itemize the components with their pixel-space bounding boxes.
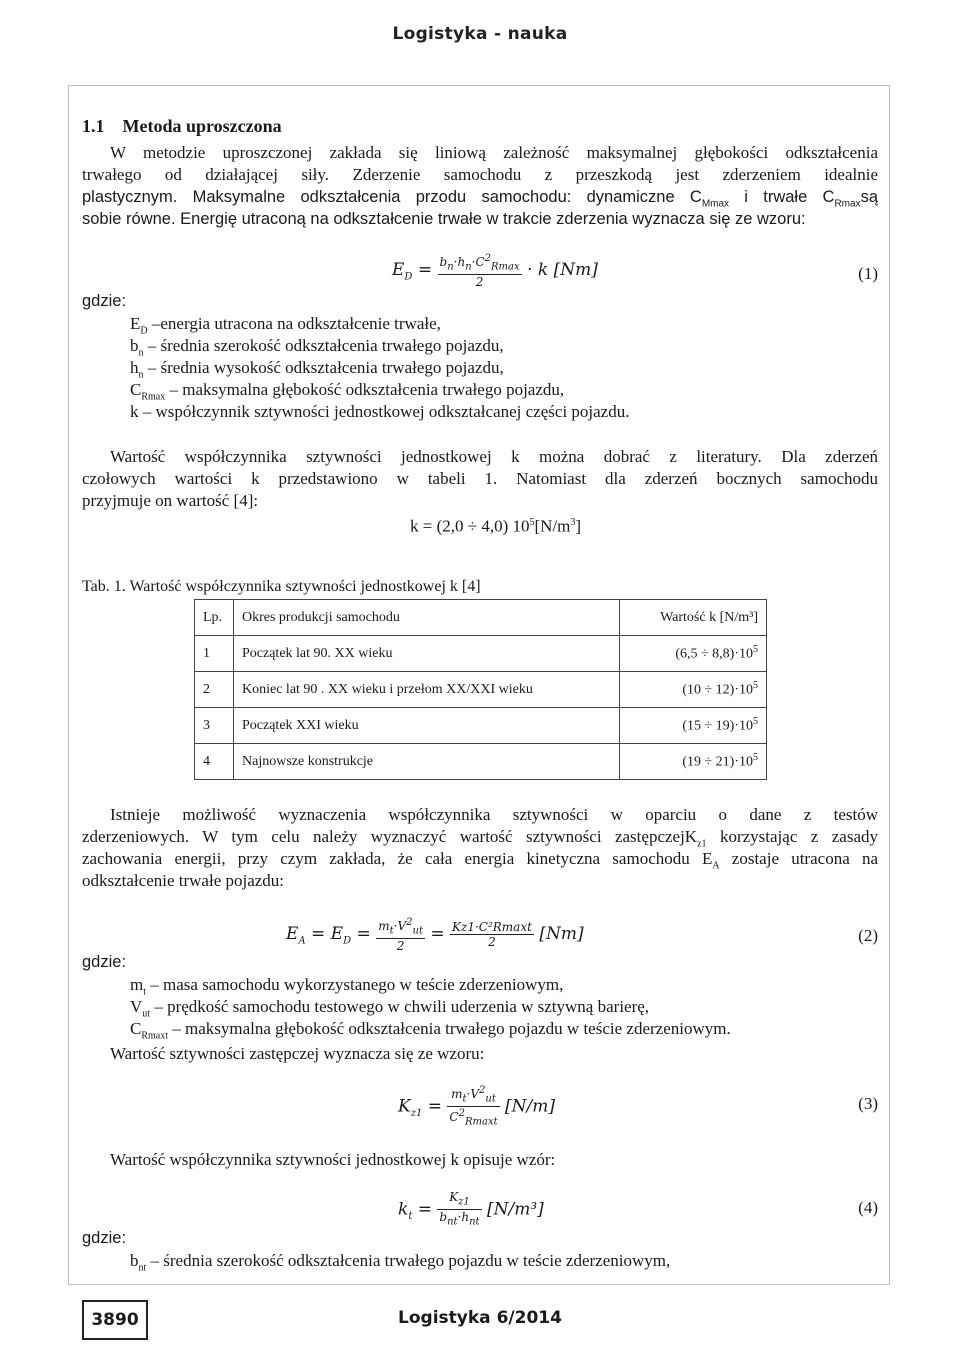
table-header-row [195, 600, 767, 636]
para3-line4: odkształcenie trwałe pojazdu: [82, 871, 285, 890]
def-crmaxt: $C_{Rmaxt}$ – maksymalna głębokość odkształcenia trwałego pojazdu w teście zderzeniowym. [130, 1019, 731, 1042]
para-kz1-intro: Wartość sztywności zastępczej wyznacza się ze wzoru: [110, 1044, 485, 1063]
table-header-value: Wartość k [N/m³] [620, 600, 767, 636]
equation-3: $K_{z1}$ = $\frac{m_t\cdot V^2_{ut}}{C^2_{Rmaxt}}$ [N/m] [398, 1085, 556, 1128]
para3-line2: zderzeniowych. W tym celu należy wyznaczyć wartość sztywności zastępczejK$_{z1}$ korzystając z zasady [82, 827, 879, 850]
running-header: Logistyka - nauka [392, 24, 568, 44]
table-cell-value: $(10 \div 12)\cdot 10^5$ [620, 672, 767, 708]
page-number: 3890 [82, 1300, 148, 1340]
para2-line3: przyjmuje on wartość [4]: [82, 491, 259, 510]
def-vut: $V_{ut}$ – prędkość samochodu testowego w chwili uderzenia w sztywną barierę, [130, 997, 650, 1020]
def-k: k – współczynnik sztywności jednostkowej odkształcanej części pojazdu. [130, 402, 630, 421]
table-cell-value: $(19 \div 21)\cdot 10^5$ [620, 744, 767, 780]
para1-line1: W metodzie uproszczonej zakłada się liniową zależność maksymalnej głębokości odkształcenia [110, 143, 878, 162]
para3-line3: zachowania energii, przy czym zakłada, że cała energia kinetyczna samochodu $E_A$ zostaje utracona na [82, 849, 878, 872]
para2-line2: czołowych wartości k przedstawiono w tabeli 1. Natomiast dla zderzeń bocznych samochodu [82, 469, 878, 488]
table-cell-value: $(15 \div 19)\cdot 10^5$ [620, 708, 767, 744]
def-bnt: $b_{nt}$ – średnia szerokość odkształcenia trwałego pojazdu w teście zderzeniowym, [130, 1251, 671, 1274]
page-footer [82, 1300, 878, 1342]
equation-2-number: (2) [858, 926, 878, 945]
def-crmax: $C_{Rmax}$ – maksymalna głębokość odkształcenia trwałego pojazdu, [130, 380, 565, 403]
table-cell-period: Najnowsze konstrukcje [234, 744, 620, 780]
table-row [195, 708, 767, 744]
table-cell-lp: 4 [195, 744, 234, 780]
table-header-lp: Lp. [195, 600, 234, 636]
def-ed: $E_D$ –energia utracona na odkształcenie trwałe, [130, 314, 441, 337]
stiffness-table [194, 599, 767, 780]
where-label-3: gdzie: [82, 1229, 127, 1247]
table-caption: Tab. 1. Wartość współczynnika sztywności jednostkowej k [4] [82, 578, 481, 595]
equation-2: $E_A = E_D$ = $\frac{m_t\cdot V^2_{ut}}{2}$ = $\frac{\text{Kz1·C²Rmaxt}}{2}$ [Nm] [286, 917, 584, 954]
table-cell-lp: 3 [195, 708, 234, 744]
equation-1: $E_D$ = $\frac{b_n\cdot h_n\cdot C^2_{Rmax}}{2}$ · k [Nm] [392, 253, 598, 290]
section-title: 1.1 Metoda uproszczona [82, 116, 282, 136]
k-range-formula: k = (2,0 ÷ 4,0) $10^5[N/m^3]$ [410, 516, 582, 536]
table-header-period: Okres produkcji samochodu [234, 600, 620, 636]
def-hn: $h_n$ – średnia wysokość odkształcenia trwałego pojazdu, [130, 358, 504, 381]
para1-line2: trwałego od działającej siły. Zderzenie samochodu z przeszkodą jest zderzeniem idealnie [82, 165, 878, 184]
table-cell-period: Koniec lat 90 . XX wieku i przełom XX/XXI wieku [234, 672, 620, 708]
para1-line3: plastycznym. Maksymalne odkształcenia przodu samochodu: dynamiczne $C_{Mmax}$ i trwałe $C_{Rmax}są$ [82, 188, 878, 210]
equation-3-number: (3) [858, 1094, 878, 1113]
table-row [195, 744, 767, 780]
equation-4-number: (4) [858, 1198, 878, 1217]
para1-line4: sobie równe. Energię utraconą na odkształcenie trwałe w trakcie zderzenia wyznacza się ze wzoru: [82, 210, 806, 228]
table-cell-lp: 2 [195, 672, 234, 708]
footer-journal: Logistyka 6/2014 [398, 1308, 562, 1328]
table-row [195, 636, 767, 672]
where-label-2: gdzie: [82, 953, 127, 971]
table-cell-lp: 1 [195, 636, 234, 672]
para2-line1: Wartość współczynnika sztywności jednostkowej k można dobrać z literatury. Dla zderzeń [110, 447, 878, 466]
def-bn: $b_n$ – średnia szerokość odkształcenia trwałego pojazdu, [130, 336, 504, 359]
table-cell-value: $(6,5 \div 8,8)\cdot 10^5$ [620, 636, 767, 672]
table-cell-period: Początek lat 90. XX wieku [234, 636, 620, 672]
para3-line1: Istnieje możliwość wyznaczenia współczynnika sztywności w oparciu o dane z testów [110, 805, 878, 824]
def-mt: $m_t$ – masa samochodu wykorzystanego w teście zderzeniowym, [130, 975, 564, 998]
table-row [195, 672, 767, 708]
where-label-1: gdzie: [82, 292, 127, 310]
para4: Wartość współczynnika sztywności jednostkowej k opisuje wzór: [110, 1150, 556, 1169]
equation-4: $k_t$ = $\frac{K_{z1}}{b_{nt}\cdot h_{nt}}$ [N/m³] [398, 1190, 544, 1228]
equation-1-number: (1) [858, 264, 878, 283]
table-cell-period: Początek XXI wieku [234, 708, 620, 744]
